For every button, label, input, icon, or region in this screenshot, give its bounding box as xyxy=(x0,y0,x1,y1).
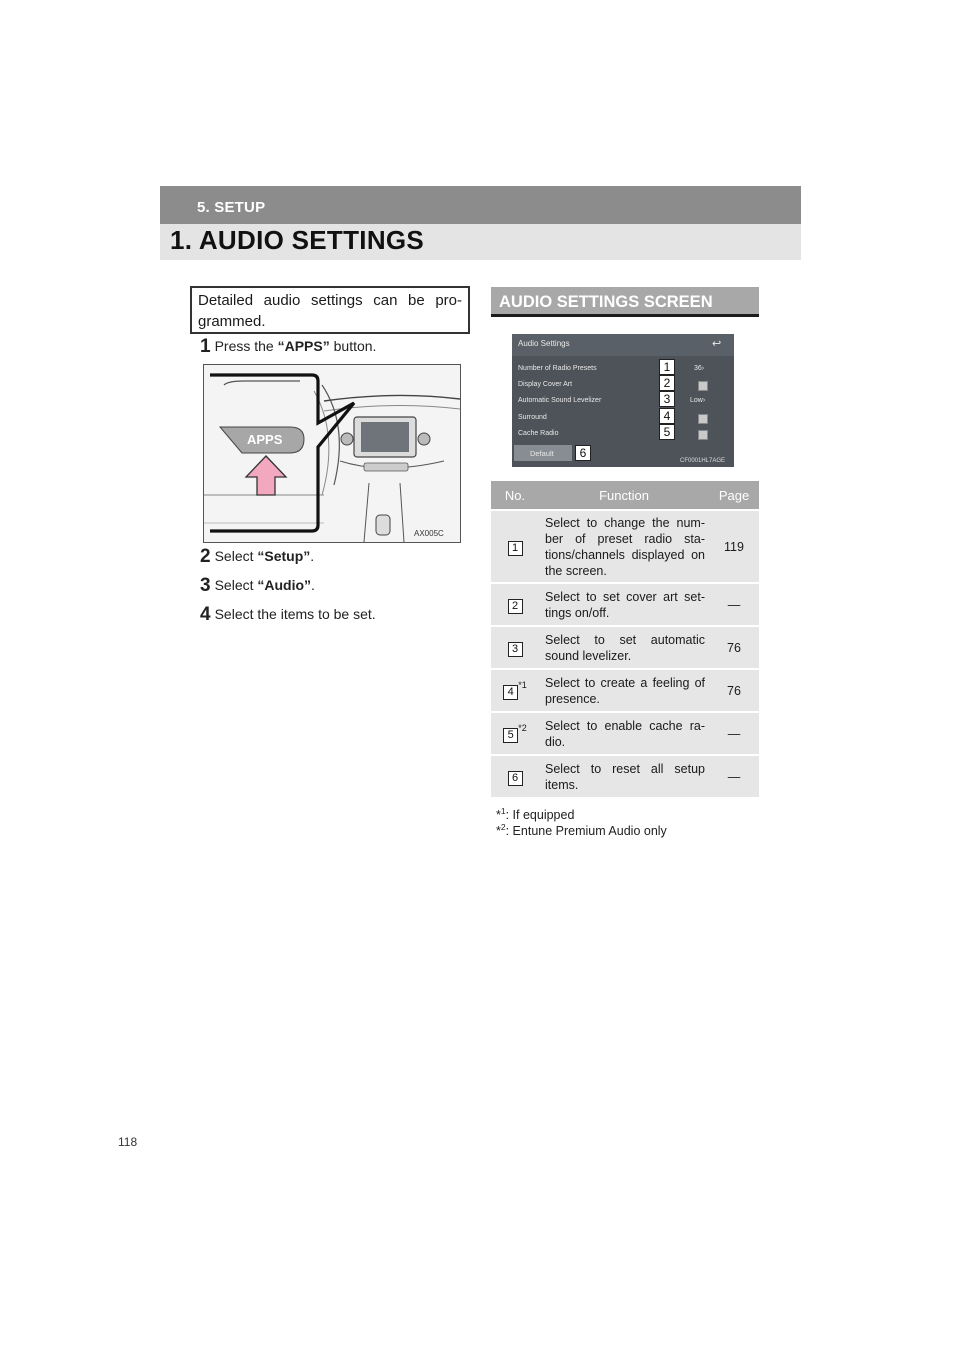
checkbox-icon xyxy=(698,430,708,440)
page-cell: — xyxy=(709,582,759,625)
apps-button-illustration xyxy=(203,364,461,543)
page-cell: 76 xyxy=(709,668,759,711)
callout-badge: 6 xyxy=(575,445,591,461)
page-cell: 76 xyxy=(709,625,759,668)
step-number: 1 xyxy=(200,336,211,357)
checkbox-icon xyxy=(698,381,708,391)
column-header: No. xyxy=(491,481,539,509)
screen-item-label: Number of Radio Presets xyxy=(518,365,597,372)
dashboard-drawing xyxy=(204,365,460,542)
table-row xyxy=(491,582,759,625)
screen-item-label: Surround xyxy=(518,414,547,421)
footnote: *$^1$: If equipped xyxy=(496,806,575,823)
footnote: *$^2$: Entune Premium Audio only xyxy=(496,822,667,839)
callout-badge: 1 xyxy=(659,359,675,375)
page-title: 1. AUDIO SETTINGS xyxy=(170,225,425,255)
apps-button-label: APPS xyxy=(247,432,283,447)
audio-settings-screen-heading: AUDIO SETTINGS SCREEN xyxy=(491,287,759,317)
table-row: 4$^{*1}$ Select to create a feeling of presence. 76 xyxy=(491,668,759,711)
step-text: Press the “APPS” button. xyxy=(214,338,377,354)
step-text: Select “Audio”. xyxy=(214,577,315,593)
callout-badge: 3 xyxy=(659,391,675,407)
back-icon: ↩ xyxy=(712,338,722,350)
number-badge: 5 xyxy=(503,728,518,743)
audio-settings-screenshot xyxy=(512,334,734,467)
number-badge: 3 xyxy=(508,642,523,657)
screen-title: Audio Settings xyxy=(518,339,570,348)
screen-item-value: Low› xyxy=(690,397,706,404)
table-row: 5$^{*2}$ Select to enable cache ra-dio. — xyxy=(491,711,759,754)
step-number: 4 xyxy=(200,604,211,625)
screen-item-value: 36› xyxy=(694,365,705,372)
screen-item-label: Cache Radio xyxy=(518,430,559,437)
column-header: Function xyxy=(539,481,709,509)
number-badge: 6 xyxy=(508,771,523,786)
callout-badge: 5 xyxy=(659,424,675,440)
screen-item-label: Automatic Sound Levelizer xyxy=(518,397,602,404)
number-badge: 4 xyxy=(503,685,518,700)
page-cell: — xyxy=(709,754,759,797)
screen-code: CF0001HL7AGE xyxy=(680,458,726,464)
number-badge: 2 xyxy=(508,599,523,614)
table-row xyxy=(491,754,759,797)
page-cell: 119 xyxy=(709,509,759,582)
function-cell: Select to change the num-ber of preset radio sta-tions/channels displayed on the screen. xyxy=(539,509,709,582)
table-row xyxy=(491,509,759,582)
function-table xyxy=(491,481,759,797)
default-button-label: Default xyxy=(530,449,554,458)
table-row xyxy=(491,625,759,668)
screen-item-label: Display Cover Art xyxy=(518,381,573,388)
callout-badge: 4 xyxy=(659,408,675,424)
step-number: 3 xyxy=(200,575,211,596)
step-4 xyxy=(200,606,376,623)
step-number: 2 xyxy=(200,546,211,567)
function-cell: Select to create a feeling of presence. xyxy=(539,668,709,711)
number-badge: 1 xyxy=(508,541,523,556)
page-cell: — xyxy=(709,711,759,754)
section-label: 5. SETUP xyxy=(197,199,266,216)
column-header: Page xyxy=(709,481,759,509)
step-text: Select “Setup”. xyxy=(214,548,315,564)
function-cell: Select to set cover art set-tings on/off. xyxy=(539,582,709,625)
checkbox-icon xyxy=(698,414,708,424)
function-cell: Select to enable cache ra-dio. xyxy=(539,711,709,754)
function-cell: Select to reset all setup items. xyxy=(539,754,709,797)
step-text: Select the items to be set. xyxy=(214,606,376,622)
function-cell: Select to set automatic sound levelizer. xyxy=(539,625,709,668)
figure-code: AX005C xyxy=(414,529,444,538)
step-3 xyxy=(200,577,315,594)
page-number: 118 xyxy=(118,1135,138,1149)
step-1 xyxy=(200,338,376,355)
table-header-row xyxy=(491,481,759,509)
intro-box: Detailed audio settings can be pro-grammed. xyxy=(190,286,470,334)
callout-badge: 2 xyxy=(659,375,675,391)
step-2 xyxy=(200,548,314,565)
